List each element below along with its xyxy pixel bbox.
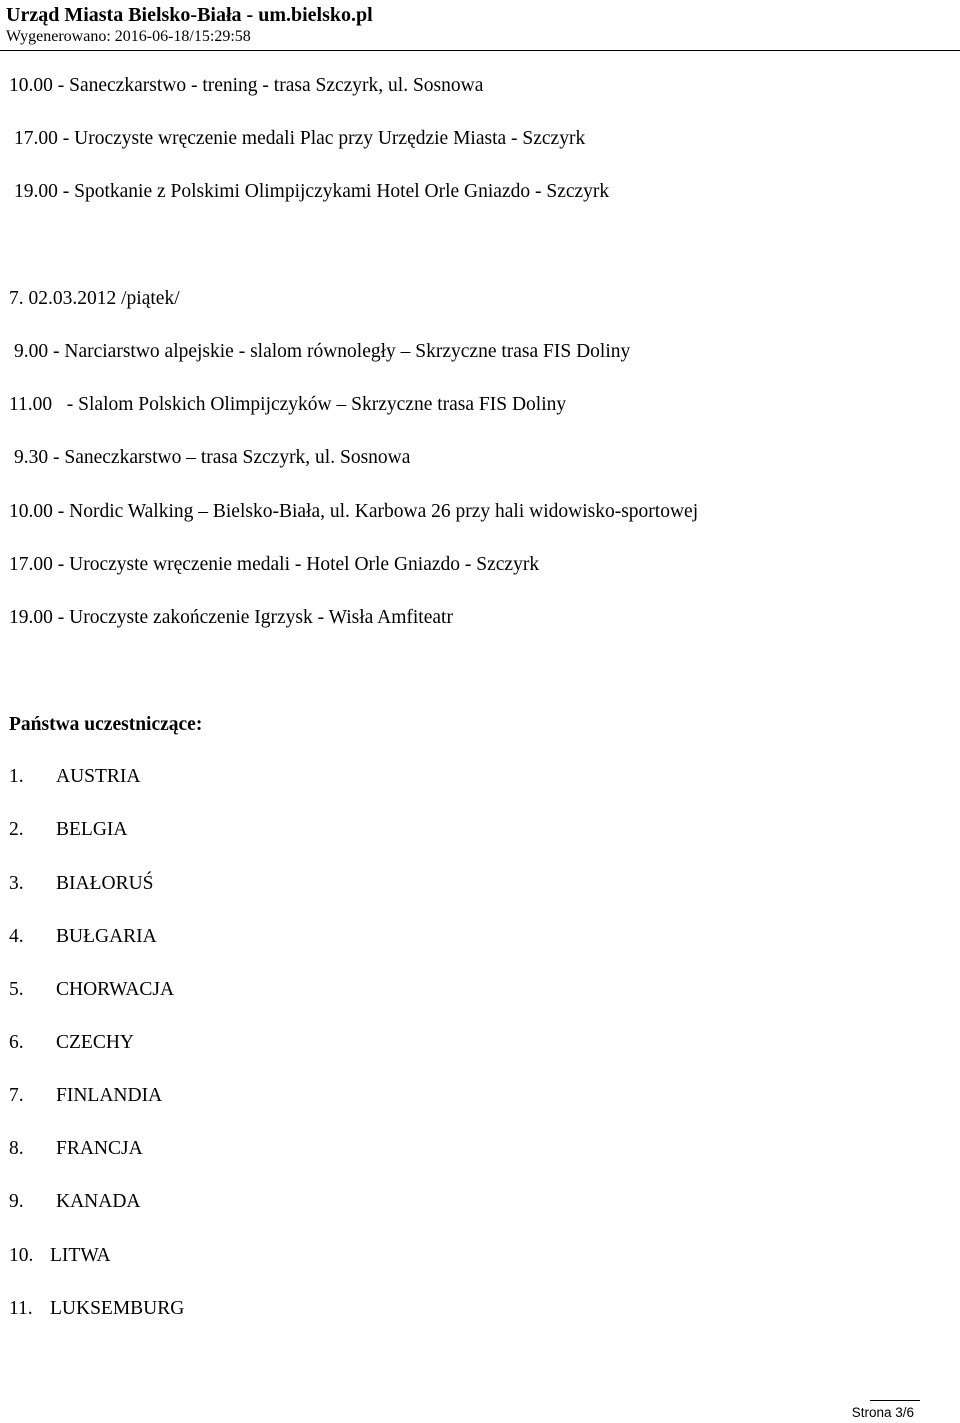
header-divider: [0, 50, 960, 51]
countries-heading: Państwa uczestniczące:: [9, 714, 203, 735]
item-number: 9.: [9, 1191, 24, 1212]
item-number: 2.: [9, 819, 24, 840]
schedule-line: 17.00 - Uroczyste wręczenie medali - Hotel Orle Gniazdo - Szczyrk: [9, 554, 540, 575]
day-heading: 7. 02.03.2012 /piątek/: [9, 288, 180, 309]
schedule-line: 10.00 - Nordic Walking – Bielsko-Biała, ul. Karbowa 26 przy hali widowisko-sportowej: [9, 501, 699, 522]
country-name: CHORWACJA: [56, 979, 175, 1000]
country-name: AUSTRIA: [56, 766, 141, 787]
schedule-line: 11.00 - Slalom Polskich Olimpijczyków – Skrzyczne trasa FIS Doliny: [9, 394, 567, 415]
country-name: LITWA: [50, 1245, 111, 1266]
item-number: 3.: [9, 873, 24, 894]
country-name: BELGIA: [56, 819, 128, 840]
country-name: BIAŁORUŚ: [56, 873, 154, 894]
schedule-line: 9.00 - Narciarstwo alpejskie - slalom równoległy – Skrzyczne trasa FIS Doliny: [14, 341, 631, 362]
schedule-line: 19.00 - Spotkanie z Polskimi Olimpijczykami Hotel Orle Gniazdo - Szczyrk: [14, 181, 610, 202]
page-number: Strona 3/6: [851, 1405, 914, 1420]
page-header: [6, 4, 373, 48]
item-number: 1.: [9, 766, 24, 787]
country-name: KANADA: [56, 1191, 141, 1212]
country-name: BUŁGARIA: [56, 926, 157, 947]
schedule-line: 10.00 - Saneczkarstwo - trening - trasa Szczyrk, ul. Sosnowa: [9, 75, 484, 96]
item-number: 5.: [9, 979, 24, 1000]
country-name: CZECHY: [56, 1032, 134, 1053]
generated-timestamp: Wygenerowano: 2016-06-18/15:29:58: [6, 28, 251, 45]
country-name: LUKSEMBURG: [50, 1298, 185, 1319]
schedule-line: 9.30 - Saneczkarstwo – trasa Szczyrk, ul. Sosnowa: [14, 447, 411, 468]
item-number: 4.: [9, 926, 24, 947]
item-number: 6.: [9, 1032, 24, 1053]
item-number: 10.: [9, 1245, 34, 1266]
country-name: FINLANDIA: [56, 1085, 163, 1106]
item-number: 11.: [9, 1298, 33, 1319]
footer-divider: [870, 1400, 920, 1401]
schedule-line: 17.00 - Uroczyste wręczenie medali Plac przy Urzędzie Miasta - Szczyrk: [14, 128, 586, 149]
item-number: 8.: [9, 1138, 24, 1159]
site-title: Urząd Miasta Bielsko-Biała - um.bielsko.pl: [6, 4, 373, 26]
item-number: 7.: [9, 1085, 24, 1106]
country-name: FRANCJA: [56, 1138, 143, 1159]
schedule-line: 19.00 - Uroczyste zakończenie Igrzysk - Wisła Amfiteatr: [9, 607, 453, 628]
